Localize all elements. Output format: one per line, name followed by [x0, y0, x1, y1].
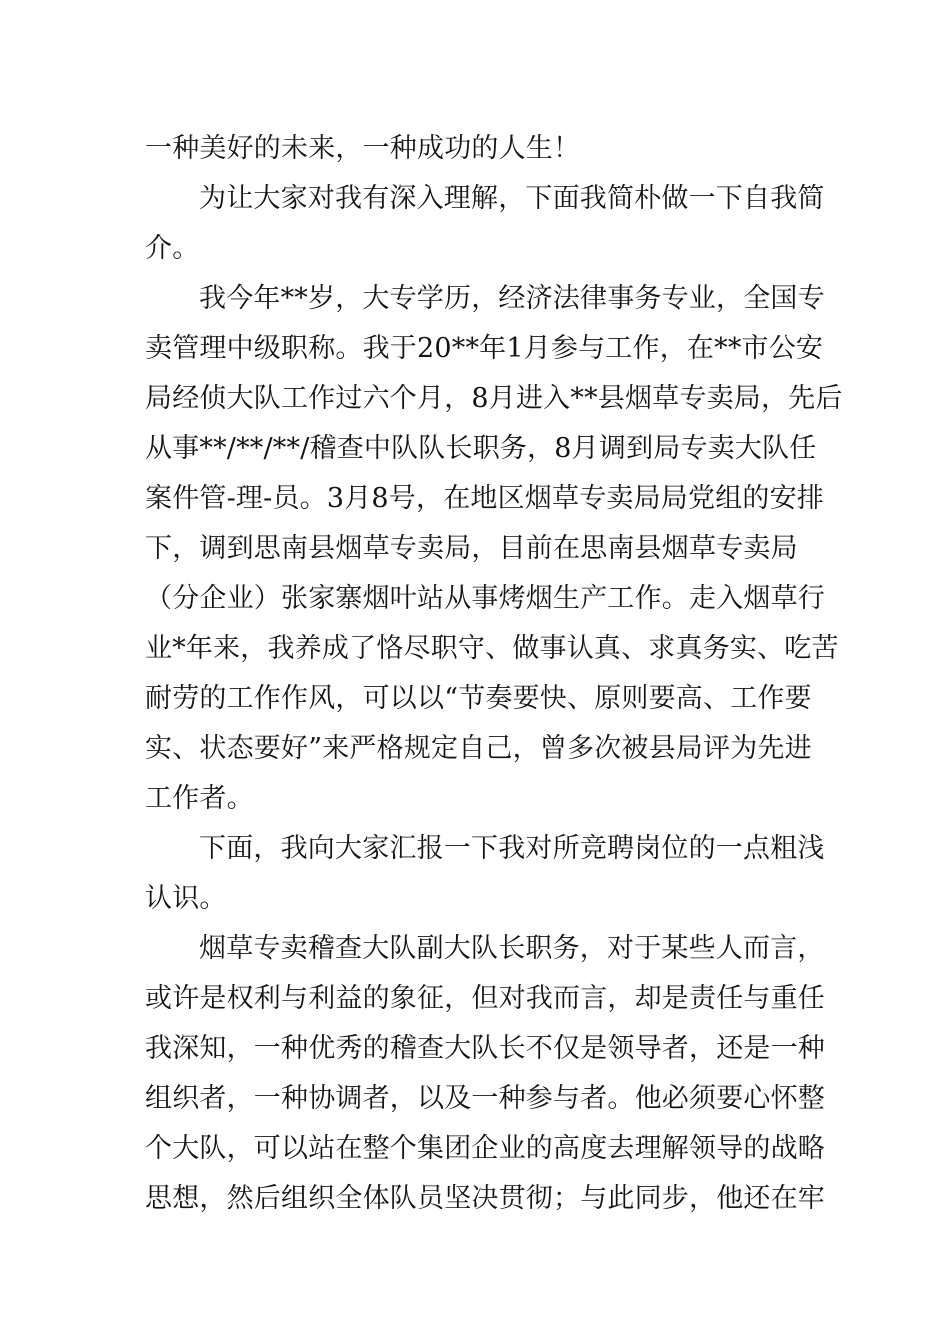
text-line: 案件管-理-员。3月8号，在地区烟草专卖局局党组的安排 — [145, 483, 825, 514]
text-line: 业*年来，我养成了恪尽职守、做事认真、求真务实、吃苦 — [145, 633, 839, 664]
text-line: 认识。 — [145, 883, 227, 914]
text-line: 实、状态要好”来严格规定自己，曾多次被县局评为先进 — [145, 733, 812, 764]
text-line: 或许是权利与利益的象征，但对我而言，却是责任与重任 — [145, 983, 825, 1014]
text-line: 个大队，可以站在整个集团企业的高度去理解领导的战略 — [145, 1133, 825, 1164]
text-line: 耐劳的工作作风，可以以“节奏要快、原则要高、工作要 — [145, 683, 812, 714]
text-line: 下，调到思南县烟草专卖局，目前在思南县烟草专卖局 — [145, 533, 798, 564]
text-line: 从事**/**/**/稽查中队队长职务，8月调到局专卖大队任 — [145, 433, 817, 464]
text-line: 下面，我向大家汇报一下我对所竞聘岗位的一点粗浅 — [199, 833, 825, 864]
text-line: 组织者，一种协调者，以及一种参与者。他必须要心怀整 — [145, 1083, 825, 1114]
text-line: 一种美好的未来，一种成功的人生！ — [145, 133, 581, 164]
text-line: 局经侦大队工作过六个月，8月进入**县烟草专卖局，先后 — [145, 383, 843, 414]
text-line: 卖管理中级职称。我于20**年1月参与工作，在**市公安 — [145, 333, 824, 364]
text-line: 工作者。 — [145, 783, 254, 814]
text-line: 我今年**岁，大专学历，经济法律事务专业，全国专 — [199, 283, 825, 314]
text-line: 烟草专卖稽查大队副大队长职务，对于某些人而言， — [199, 933, 825, 964]
text-line: （分企业）张家寨烟叶站从事烤烟生产工作。走入烟草行 — [145, 583, 825, 614]
text-line: 思想，然后组织全体队员坚决贯彻；与此同步，他还在牢 — [145, 1183, 825, 1214]
text-line: 为让大家对我有深入理解，下面我简朴做一下自我简 — [199, 183, 825, 214]
text-line: 我深知，一种优秀的稽查大队长不仅是领导者，还是一种 — [145, 1033, 825, 1064]
text-line: 介。 — [145, 233, 200, 264]
